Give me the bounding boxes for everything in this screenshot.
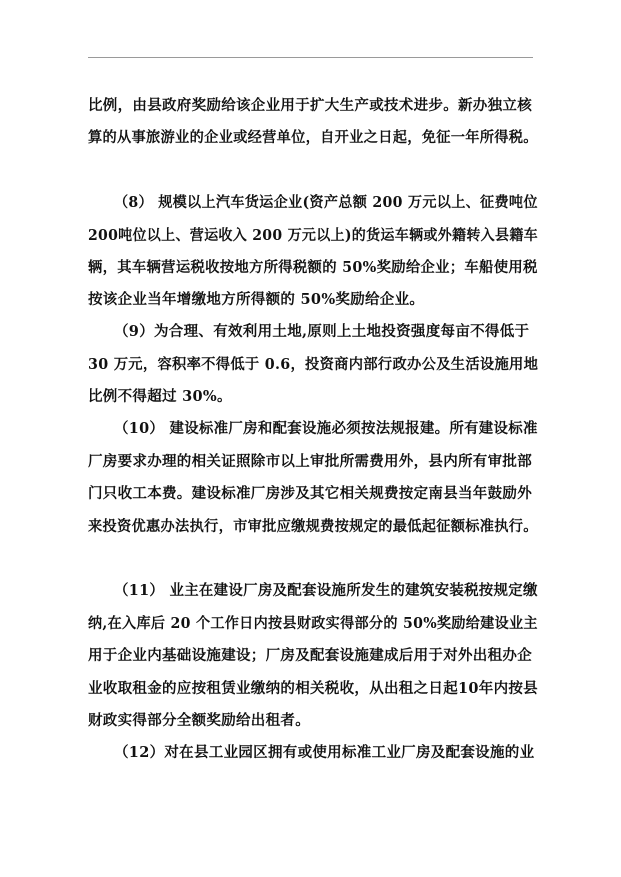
text-line: 比例不得超过 30%。: [88, 388, 232, 405]
text-line: 辆，其车辆营运税收按地方所得税额的 50%奖励给企业；车船使用税: [88, 259, 538, 276]
text-line: 30 万元，容积率不得低于 0.6，投资商内部行政办公及生活设施用地: [88, 356, 539, 373]
text-line: 用于企业内基础设施建设；厂房及配套设施建成后用于对外出租办企: [88, 647, 532, 664]
text-line: 200吨位以上、营运收入 200 万元以上)的货运车辆或外籍转入县籍车: [88, 227, 538, 244]
text-line: （12）对在县工业园区拥有或使用标准工业厂房及配套设施的业: [114, 744, 535, 761]
text-line: 财政实得部分全额奖励给出租者。: [88, 712, 310, 729]
text-line: 按该企业当年增缴地方所得额的 50%奖励给企业。: [88, 291, 425, 308]
text-line: （9）为合理、有效利用土地,原则上土地投资强度每亩不得低于: [114, 323, 530, 340]
text-line: 比例，由县政府奖励给该企业用于扩大生产或技术进步。新办独立核: [88, 97, 532, 114]
header-rule: [88, 57, 533, 58]
text-line: 来投资优惠办法执行，市审批应缴规费按规定的最低起征额标准执行。: [88, 518, 538, 535]
text-line: 纳,在入库后 20 个工作日内按县财政实得部分的 50%奖励给建设业主: [88, 615, 538, 632]
text-line: （8） 规模以上汽车货运企业(资产总额 200 万元以上、征费吨位: [114, 194, 538, 211]
text-line: 门只收工本费。建设标准厂房涉及其它相关规费按定南县当年鼓励外: [88, 485, 532, 502]
text-line: 算的从事旅游业的企业或经营单位，自开业之日起，免征一年所得税。: [88, 129, 538, 146]
text-line: 厂房要求办理的相关证照除市以上审批所需费用外，县内所有审批部: [88, 453, 532, 470]
text-line: 业收取租金的应按租赁业缴纳的相关税收，从出租之日起10年内按县: [88, 680, 538, 697]
text-line: （10） 建设标准厂房和配套设施必须按法规报建。所有建设标准: [114, 420, 538, 437]
text-line: （11） 业主在建设厂房及配套设施所发生的建筑安装税按规定缴: [114, 582, 538, 599]
